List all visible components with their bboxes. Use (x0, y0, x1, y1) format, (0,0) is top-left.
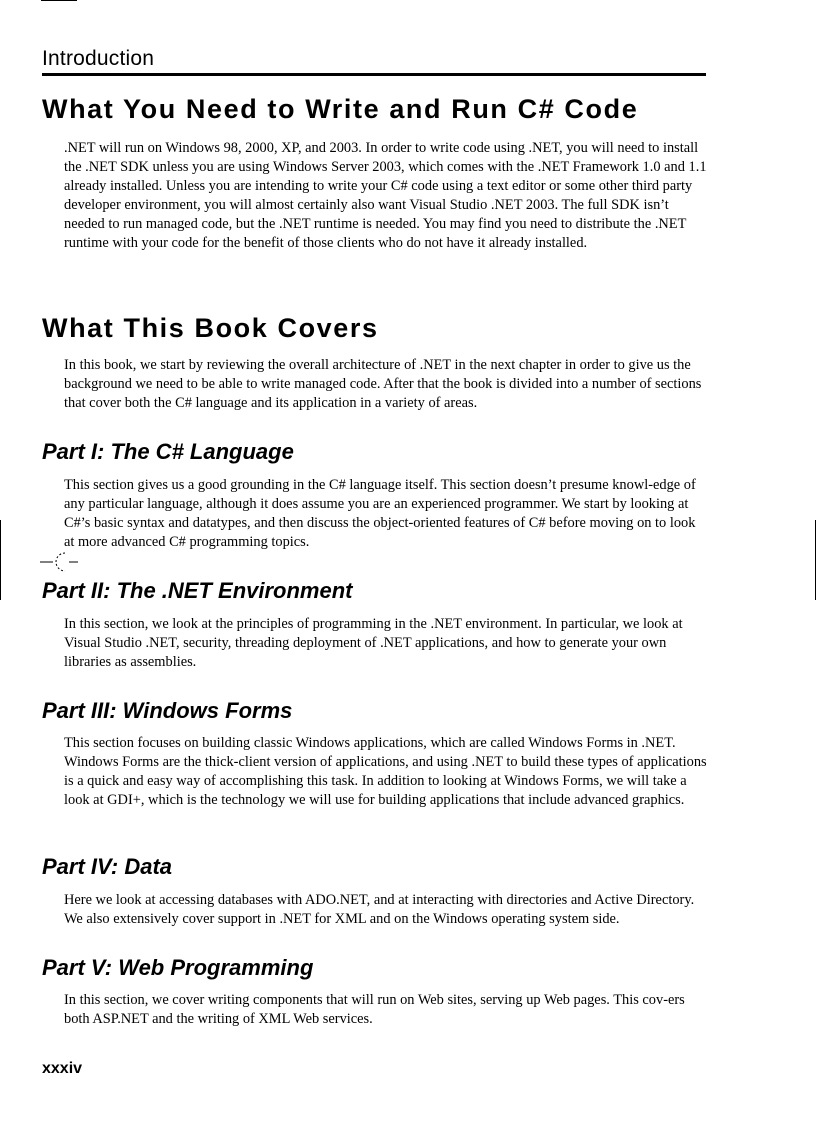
heading-part-1: Part I: The C# Language (42, 439, 294, 464)
heading-part-4: Part IV: Data (42, 854, 173, 879)
paragraph-what-this-book-covers: In this book, we start by reviewing the overall architecture of .NET in the next chapter in order to give us the background we need to be able to write managed code. After that the book is divided into a number of sections that cover both the C# language and its application in a variety of areas. (64, 357, 702, 411)
heading-what-this-book-covers: What This Book Covers (42, 313, 379, 343)
header-rule (42, 73, 706, 76)
paragraph-part-1: This section gives us a good grounding in the C# language itself. This section doesn’t presume knowl-edge of any particular language, although it does assume you are an experienced programmer. We start by looking at C#’s basic syntax and datatypes, and then discuss the object-oriented features of C# before moving on to look at more advanced C# programming topics. (64, 477, 696, 550)
registration-mark-icon (40, 550, 80, 572)
page-number: xxxiv (42, 1060, 83, 1077)
heading-part-2: Part II: The .NET Environment (42, 578, 353, 603)
paragraph-part-3: This section focuses on building classic Windows applications, which are called Windows Forms in .NET. Windows Forms are the thick-client version of applications, and using .NET to build these types of applications is a quick and easy way of accomplishing this task. In addition to looking at Windows Forms, we will take a look at GDI+, which is the technology we will use for building applications that include advanced graphics. (64, 735, 707, 808)
top-crop-rule (41, 0, 77, 1)
paragraph-part-5: In this section, we cover writing components that will run on Web sites, serving up Web pages. This cov-ers both ASP.NET and the writing of XML Web services. (64, 992, 685, 1027)
heading-what-you-need: What You Need to Write and Run C# Code (42, 94, 639, 124)
heading-part-5: Part V: Web Programming (42, 955, 314, 980)
paragraph-part-2: In this section, we look at the principles of programming in the .NET environment. In particular, we look at Visual Studio .NET, security, threading deployment of .NET applications, and how to generate your own libraries as assemblies. (64, 616, 683, 670)
heading-part-3: Part III: Windows Forms (42, 698, 293, 723)
paragraph-part-4: Here we look at accessing databases with ADO.NET, and at interacting with directories and Active Directory. We also extensively cover support in .NET for XML and on the Windows operating system side. (64, 892, 695, 927)
left-crop-mark (0, 520, 1, 600)
paragraph-what-you-need: .NET will run on Windows 98, 2000, XP, and 2003. In order to write code using .NET, you will need to install the .NET SDK unless you are using Windows Server 2003, which comes with the .NET Framework 1.0 and 1.1 already installed. Unless you are intending to write your C# code using a text editor or some other third party developer environment, you will almost certainly also want Visual Studio .NET 2003. The full SDK isn’t needed to run managed code, but the .NET runtime is needed. You may find you need to distribute the .NET runtime with your code for the benefit of those clients who do not have it already installed. (64, 140, 707, 251)
running-head: Introduction (42, 47, 155, 70)
